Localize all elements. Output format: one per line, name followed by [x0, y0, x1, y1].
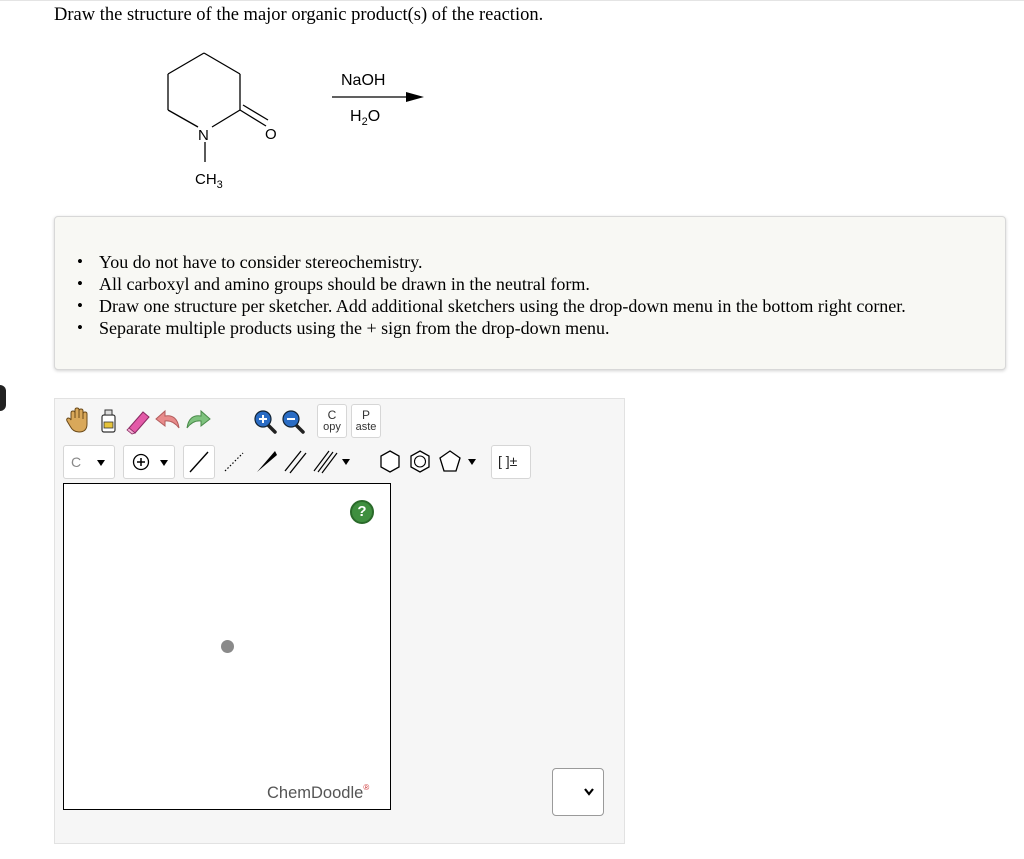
cyclopentane-button[interactable]: [435, 445, 479, 479]
zoom-out-icon: [277, 404, 307, 438]
drawing-canvas[interactable]: [63, 483, 391, 810]
instruction-item: • Separate multiple products using the + sign from the drop-down menu.: [99, 317, 906, 339]
reactant-structure: [150, 40, 450, 200]
atom-n-label: N: [198, 127, 209, 144]
copy-label-top: C: [327, 408, 337, 422]
reaction-scheme: [150, 40, 450, 200]
double-bond-icon: [281, 445, 311, 479]
cyclohexane-button[interactable]: [375, 445, 405, 479]
hashed-bond-icon: [219, 445, 249, 479]
undo-button[interactable]: [153, 404, 183, 438]
hashed-bond-button[interactable]: [219, 445, 249, 479]
instruction-item: • You do not have to consider stereochemistry.: [99, 251, 906, 273]
element-selector[interactable]: [63, 445, 115, 479]
sketcher-panel: [54, 398, 625, 844]
wedge-bond-icon: [251, 445, 281, 479]
caret-down-icon: [468, 459, 476, 465]
zoom-out-button[interactable]: [277, 404, 307, 438]
paste-label-top: P: [361, 408, 370, 422]
eraser-tool-button[interactable]: [123, 404, 153, 438]
reagent-water: $H_2O$: [350, 108, 381, 128]
question-prompt: Draw the structure of the major organic product(s) of the reaction.: [54, 5, 544, 25]
charge-plus-icon: [130, 451, 152, 473]
element-value: C: [71, 454, 82, 470]
add-sketcher-dropdown[interactable]: [552, 768, 604, 816]
toolbar-row-2: [63, 445, 543, 479]
help-button[interactable]: ?: [350, 500, 374, 524]
triple-bond-button[interactable]: [311, 445, 351, 479]
atom-o-label: O: [265, 126, 277, 143]
zoom-in-button[interactable]: [249, 404, 279, 438]
benzene-button[interactable]: [405, 445, 435, 479]
caret-down-icon: [342, 459, 350, 465]
instructions-list: [99, 251, 906, 339]
single-bond-button[interactable]: [183, 445, 215, 479]
paste-button[interactable]: [351, 404, 381, 438]
bracket-label: [ ]±: [498, 453, 518, 469]
eraser-bottle-icon: [93, 404, 123, 438]
reagent-naoh: NaOH: [341, 72, 386, 89]
hand-tool-button[interactable]: [63, 404, 93, 438]
clear-tool-button[interactable]: [93, 404, 123, 438]
single-bond-icon: [184, 446, 214, 478]
chemdoodle-brand: ChemDoodle®: [267, 782, 370, 802]
wedge-bond-button[interactable]: [251, 445, 281, 479]
toolbar-row-1: [63, 404, 393, 438]
undo-icon: [153, 404, 183, 438]
page-edge-handle: [0, 385, 6, 411]
top-divider: [0, 0, 1024, 1]
bracket-button[interactable]: [491, 445, 531, 479]
methyl-label: $CH_3$: [195, 171, 223, 191]
instruction-item: • Draw one structure per sketcher. Add additional sketchers using the drop-down menu in the bottom right corner.: [99, 295, 906, 317]
copy-button[interactable]: [317, 404, 347, 438]
zoom-in-icon: [249, 404, 279, 438]
loading-dot: [221, 640, 234, 653]
copy-label-bottom: opy: [323, 421, 341, 433]
instruction-item: • All carboxyl and amino groups should be drawn in the neutral form.: [99, 273, 906, 295]
cyclopentane-icon: [435, 445, 465, 479]
charge-selector[interactable]: [123, 445, 175, 479]
instructions-box: [54, 216, 1006, 370]
benzene-icon: [405, 445, 435, 479]
caret-down-icon: [160, 460, 168, 466]
redo-button[interactable]: [183, 404, 213, 438]
cyclohexane-icon: [375, 445, 405, 479]
paste-label-bottom: aste: [355, 421, 377, 433]
hand-icon: [63, 404, 93, 438]
caret-down-icon: [97, 460, 105, 466]
eraser-icon: [123, 404, 153, 438]
chevron-down-icon: [583, 783, 595, 801]
double-bond-button[interactable]: [281, 445, 311, 479]
redo-icon: [183, 404, 213, 438]
